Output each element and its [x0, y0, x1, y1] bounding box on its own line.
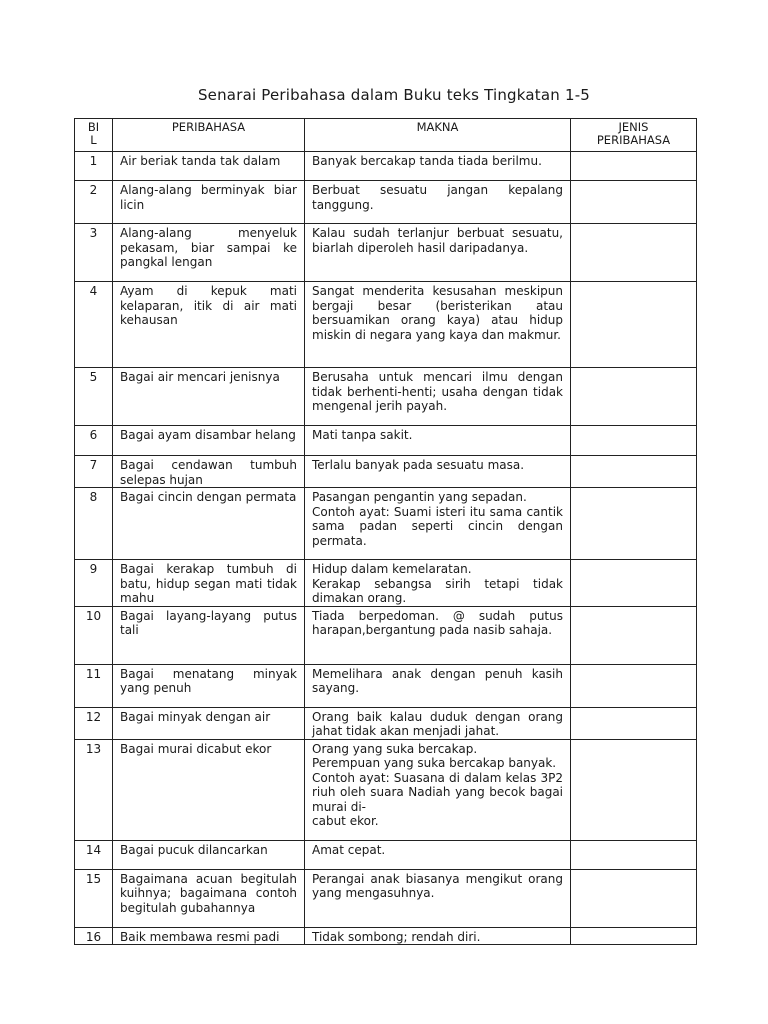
peribahasa-cell: Alang-alang berminyak biar licin — [113, 181, 305, 224]
header-peribahasa: PERIBAHASA — [113, 119, 305, 152]
table-row — [75, 152, 697, 181]
makna-cell: Berbuat sesuatu jangan kepalang tanggung. — [305, 181, 571, 224]
makna-cell — [305, 488, 571, 560]
table-row — [75, 707, 697, 739]
row-number: 7 — [75, 456, 113, 488]
makna-line: Perempuan yang suka bercakap banyak. — [312, 756, 557, 770]
row-number: 6 — [75, 426, 113, 456]
peribahasa-cell: Bagai layang-layang putus tali — [113, 606, 305, 664]
peribahasa-cell: Air beriak tanda tak dalam — [113, 152, 305, 181]
makna-line: Contoh ayat: Suasana di dalam kelas 3P2 riuh oleh suara Nadiah yang becok bagai murai di- — [312, 770, 563, 814]
jenis-cell — [571, 181, 697, 224]
table-row — [75, 606, 697, 664]
makna-cell: Terlalu banyak pada sesuatu masa. — [305, 456, 571, 488]
peribahasa-cell: Bagai menatang minyak yang penuh — [113, 664, 305, 707]
table-row — [75, 739, 697, 840]
jenis-cell — [571, 152, 697, 181]
makna-cell: Tidak sombong; rendah diri. — [305, 927, 571, 945]
peribahasa-cell: Alang-alang menyeluk pekasam, biar sampai ke pangkal lengan — [113, 224, 305, 282]
jenis-cell — [571, 456, 697, 488]
row-number: 4 — [75, 282, 113, 368]
makna-cell: Kalau sudah terlanjur berbuat sesuatu, biarlah diperoleh hasil daripadanya. — [305, 224, 571, 282]
makna-line: Kerakap sebangsa sirih tetapi tidak dimakan orang. — [312, 576, 563, 605]
jenis-cell — [571, 426, 697, 456]
makna-cell: Memelihara anak dengan penuh kasih sayang. — [305, 664, 571, 707]
table-row — [75, 456, 697, 488]
row-number: 16 — [75, 927, 113, 945]
jenis-cell — [571, 282, 697, 368]
table-row — [75, 869, 697, 927]
row-number: 5 — [75, 368, 113, 426]
table-row — [75, 840, 697, 869]
row-number: 2 — [75, 181, 113, 224]
header-jenis: JENIS PERIBAHASA — [571, 119, 697, 152]
jenis-cell — [571, 368, 697, 426]
header-bil: BI L — [75, 119, 113, 152]
header-row — [75, 119, 697, 152]
row-number: 13 — [75, 739, 113, 840]
peribahasa-table — [74, 118, 697, 945]
makna-cell — [305, 560, 571, 607]
peribahasa-cell: Bagai minyak dengan air — [113, 707, 305, 739]
row-number: 1 — [75, 152, 113, 181]
table-row — [75, 664, 697, 707]
makna-line: cabut ekor. — [312, 814, 379, 828]
peribahasa-cell: Bagai kerakap tumbuh di batu, hidup segan mati tidak mahu — [113, 560, 305, 607]
jenis-cell — [571, 840, 697, 869]
makna-cell: Berusaha untuk mencari ilmu dengan tidak berhenti-henti; usaha dengan tidak mengenal jerih payah. — [305, 368, 571, 426]
makna-line: Contoh ayat: Suami isteri itu sama cantik sama padan seperti cincin dengan permata. — [312, 504, 563, 548]
jenis-cell — [571, 488, 697, 560]
table-row — [75, 368, 697, 426]
jenis-cell — [571, 224, 697, 282]
jenis-cell — [571, 869, 697, 927]
makna-line: Hidup dalam kemelaratan. — [312, 562, 472, 576]
makna-cell — [305, 739, 571, 840]
row-number: 15 — [75, 869, 113, 927]
peribahasa-cell: Ayam di kepuk mati kelaparan, itik di air mati kehausan — [113, 282, 305, 368]
makna-line: Pasangan pengantin yang sepadan. — [312, 490, 527, 504]
page-title: Senarai Peribahasa dalam Buku teks Tingkatan 1-5 — [197, 86, 591, 104]
table-row — [75, 927, 697, 945]
peribahasa-cell: Bagai cincin dengan permata — [113, 488, 305, 560]
row-number: 9 — [75, 560, 113, 607]
table-row — [75, 181, 697, 224]
jenis-cell — [571, 739, 697, 840]
peribahasa-cell: Bagai murai dicabut ekor — [113, 739, 305, 840]
row-number: 11 — [75, 664, 113, 707]
table-row — [75, 488, 697, 560]
table-row — [75, 282, 697, 368]
peribahasa-cell: Bagai ayam disambar helang — [113, 426, 305, 456]
row-number: 3 — [75, 224, 113, 282]
jenis-cell — [571, 664, 697, 707]
makna-cell: Orang baik kalau duduk dengan orang jahat tidak akan menjadi jahat. — [305, 707, 571, 739]
makna-cell: Banyak bercakap tanda tiada berilmu. — [305, 152, 571, 181]
peribahasa-cell: Baik membawa resmi padi — [113, 927, 305, 945]
jenis-cell — [571, 927, 697, 945]
table-row — [75, 560, 697, 607]
peribahasa-cell: Bagaimana acuan begitulah kuihnya; bagaimana contoh begitulah gubahannya — [113, 869, 305, 927]
row-number: 12 — [75, 707, 113, 739]
makna-cell: Tiada berpedoman. @ sudah putus harapan,bergantung pada nasib sahaja. — [305, 606, 571, 664]
table-row — [75, 426, 697, 456]
peribahasa-cell: Bagai cendawan tumbuh selepas hujan — [113, 456, 305, 488]
jenis-cell — [571, 606, 697, 664]
makna-line: Orang yang suka bercakap. — [312, 741, 478, 756]
table-row — [75, 224, 697, 282]
row-number: 14 — [75, 840, 113, 869]
row-number: 8 — [75, 488, 113, 560]
header-makna: MAKNA — [305, 119, 571, 152]
peribahasa-cell: Bagai pucuk dilancarkan — [113, 840, 305, 869]
makna-cell: Mati tanpa sakit. — [305, 426, 571, 456]
row-number: 10 — [75, 606, 113, 664]
jenis-cell — [571, 560, 697, 607]
makna-cell: Amat cepat. — [305, 840, 571, 869]
makna-cell: Perangai anak biasanya mengikut orang yang mengasuhnya. — [305, 869, 571, 927]
jenis-cell — [571, 707, 697, 739]
peribahasa-cell: Bagai air mencari jenisnya — [113, 368, 305, 426]
makna-cell: Sangat menderita kesusahan meskipun bergaji besar (beristerikan atau bersuamikan orang kaya) atau hidup miskin di negara yang kaya dan makmur. — [305, 282, 571, 368]
